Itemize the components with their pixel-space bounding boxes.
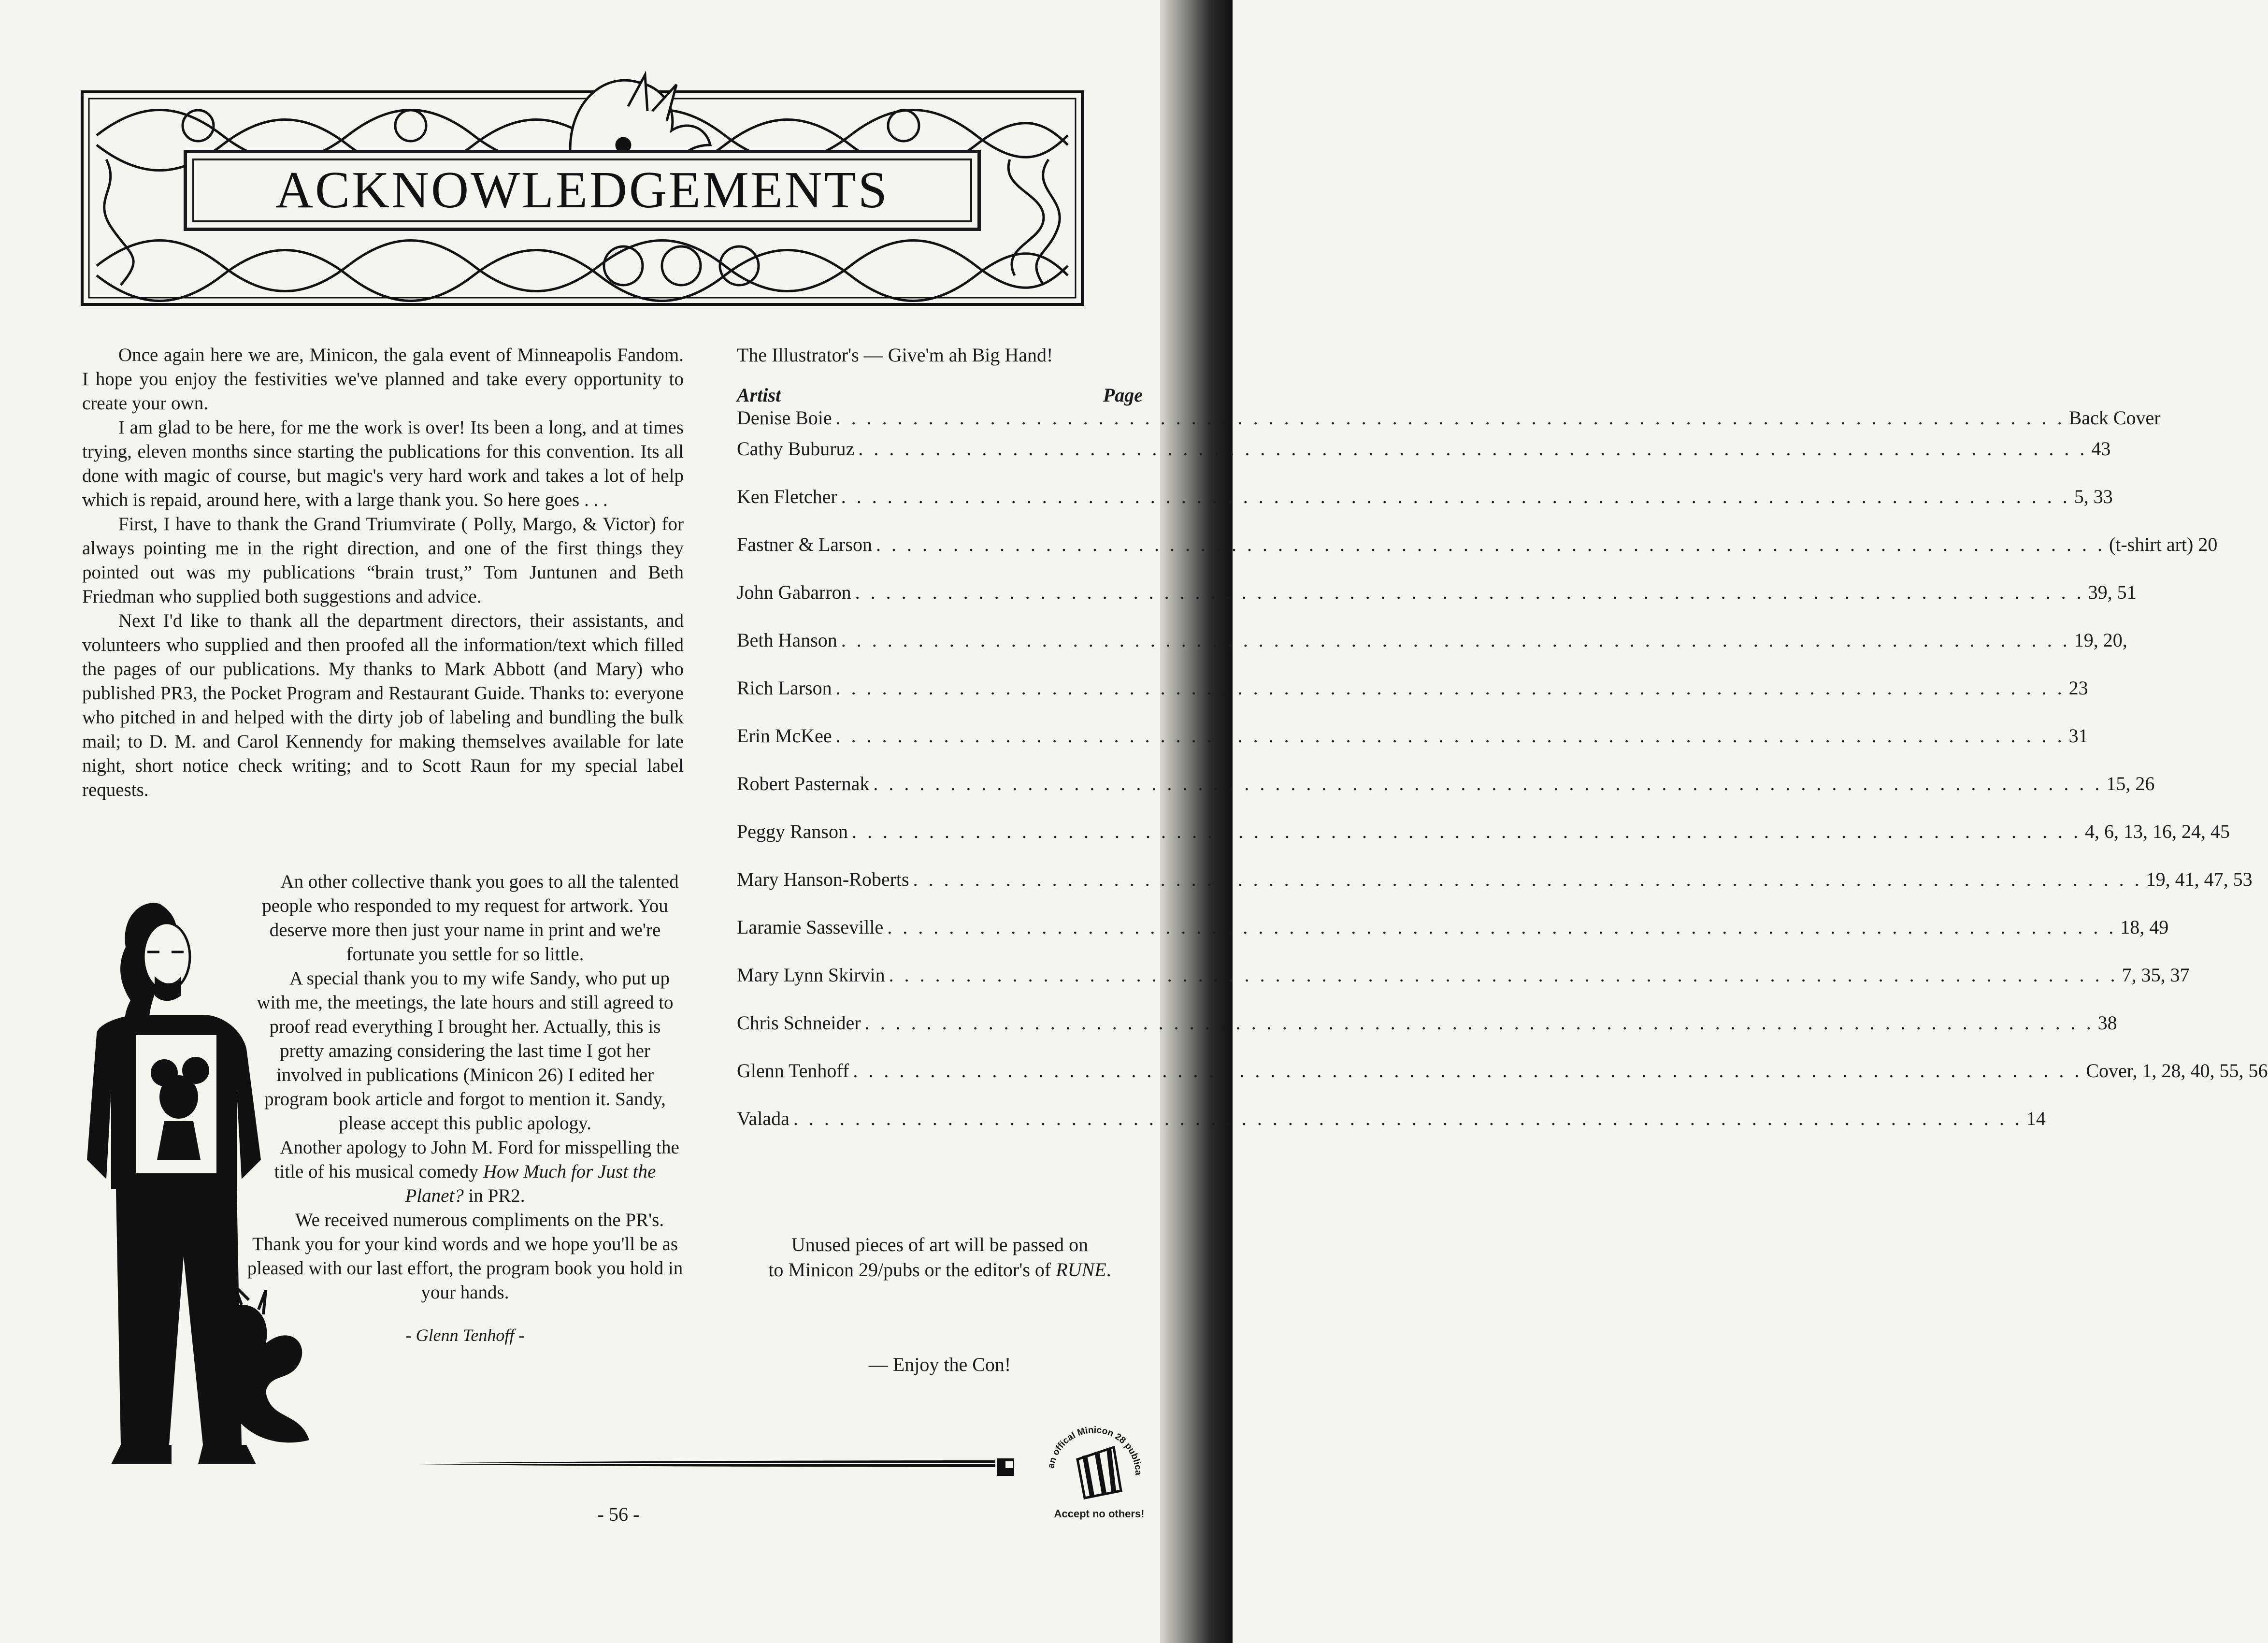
leader-dots: . . . . . . . . . . . . . . . . . . . . . . . . . . . . . . . . . . . . . . . . . . . . . . . . . . . . . . . . . . . . . . . . . . . . . . . . . . . . . . . . — [841, 629, 2070, 651]
leader-dots: . . . . . . . . . . . . . . . . . . . . . . . . . . . . . . . . . . . . . . . . . . . . . . . . . . . . . . . . . . . . . . . . . . . . . . . . . . . . . . . . — [852, 821, 2081, 842]
artist-row — [737, 533, 2218, 581]
artist-pages: Back Cover — [2068, 407, 2161, 429]
leader-dots: . . . . . . . . . . . . . . . . . . . . . . . . . . . . . . . . . . . . . . . . . . . . . . . . . . . . . . . . . . . . . . . . . . . . . . . . . . . . . . . . — [835, 725, 2065, 747]
artist-name: Robert Pasternak — [737, 773, 870, 794]
leader-dots: . . . . . . . . . . . . . . . . . . . . . . . . . . . . . . . . . . . . . . . . . . . . . . . . . . . . . . . . . . . . . . . . . . . . . . . . . . . . . . . . — [793, 1108, 2023, 1129]
artist-row — [737, 437, 2111, 485]
footer-rule — [387, 1459, 995, 1468]
artist-row — [737, 1107, 2046, 1155]
illustrators-column-headers — [737, 384, 1143, 406]
letter-paragraph: We received numerous compliments on the PR's. Thank you for your kind words and we hope you'll be as pleased with our last effort, the program book you hold in your hands. — [247, 1210, 683, 1303]
apology-prefix: Another apology to John M. Ford for misspelling the title of his musical comedy — [274, 1137, 679, 1182]
artist-row — [737, 820, 2230, 868]
artist-row — [737, 629, 2127, 677]
artist-name: Mary Hanson-Roberts — [737, 868, 909, 890]
man-with-dragon-icon — [68, 889, 319, 1508]
official-publication-seal — [1039, 1401, 1150, 1513]
artist-name: Glenn Tenhoff — [737, 1060, 849, 1081]
artist-name: Beth Hanson — [737, 629, 837, 651]
artist-row — [737, 964, 2190, 1011]
closing-line: — Enjoy the Con! — [868, 1354, 1011, 1375]
illustrators-panel — [737, 343, 2268, 1155]
letter-paragraph: A special thank you to my wife Sandy, who put up with me, the meetings, the late hours and still agreed to proof read everything I brought her. Actually, this is pretty amazing considering the last time I got her involved in publications (Minicon 26) I edited her program book article and forgot to mention it. Sandy, please accept this public apology. — [257, 968, 674, 1134]
artist-pages: Cover, 1, 28, 40, 55, 56 — [2086, 1060, 2268, 1081]
illustrators-heading: The Illustrator's — Give'm ah Big Hand! — [737, 344, 1053, 366]
artist-row — [737, 868, 2253, 916]
artist-pages: 31 — [2068, 725, 2088, 747]
artist-pages: 43 — [2091, 438, 2111, 460]
letter-upper — [82, 343, 684, 802]
note-line-2 — [737, 1257, 1143, 1283]
artist-pages: 19, 20, — [2074, 629, 2127, 651]
artist-pages: 23 — [2068, 677, 2088, 699]
artist-pages: 7, 35, 37 — [2122, 964, 2190, 986]
artist-pages: 4, 6, 13, 16, 24, 45 — [2085, 821, 2230, 842]
artist-row — [737, 1059, 2268, 1107]
artist-pages: 14 — [2026, 1108, 2046, 1129]
artist-name: Cathy Buburuz — [737, 438, 855, 460]
seal-text: an offical Minicon 28 publica — [1046, 1425, 1144, 1476]
seal-tagline: Accept no others! — [1054, 1508, 1145, 1520]
note-prefix: to Minicon 29/pubs or the editor's of — [768, 1259, 1056, 1281]
artist-name: Valada — [737, 1108, 789, 1129]
leader-dots: . . . . . . . . . . . . . . . . . . . . . . . . . . . . . . . . . . . . . . . . . . . . . . . . . . . . . . . . . . . . . . . . . . . . . . . . . . . . . . . . — [887, 916, 2117, 938]
page-title: ACKNOWLEDGEMENTS — [275, 161, 889, 219]
leader-dots: . . . . . . . . . . . . . . . . . . . . . . . . . . . . . . . . . . . . . . . . . . . . . . . . . . . . . . . . . . . . . . . . . . . . . . . . . . . . . . . . — [858, 438, 2088, 460]
page-number: - 56 - — [597, 1503, 640, 1525]
leader-dots: . . . . . . . . . . . . . . . . . . . . . . . . . . . . . . . . . . . . . . . . . . . . . . . . . . . . . . . . . . . . . . . . . . . . . . . . . . . . . . . . — [889, 964, 2118, 986]
page-column-header: Page — [1103, 384, 1143, 406]
letter-paragraph: I am glad to be here, for me the work is over! Its been a long, and at times trying, eleven months since starting the publications for this convention. Its all done with magic of course, but magic's very hard work and takes a lot of help which is repaid, around here, with a large thank you. So here goes . . . — [82, 417, 684, 510]
checker-square-icon — [997, 1458, 1014, 1476]
signature: - Glenn Tenhoff - — [405, 1326, 525, 1345]
letter-paragraph: An other collective thank you goes to all the talented people who responded to my request for artwork. You deserve more then just your name in print and we're fortunate you settle for so little. — [262, 871, 679, 965]
artist-name: Peggy Ranson — [737, 821, 848, 842]
ribbon-cone-icon — [1077, 1447, 1121, 1498]
apology-suffix: in PR2. — [463, 1185, 525, 1206]
celtic-knot-banner — [82, 72, 1082, 304]
artist-row — [737, 724, 2088, 772]
artist-pages: 39, 51 — [2088, 581, 2137, 603]
artist-name: Denise Boie — [737, 407, 832, 429]
rune-title: RUNE — [1056, 1259, 1106, 1281]
leader-dots: . . . . . . . . . . . . . . . . . . . . . . . . . . . . . . . . . . . . . . . . . . . . . . . . . . . . . . . . . . . . . . . . . . . . . . . . . . . . . . . . — [864, 1012, 2094, 1034]
artist-name: Rich Larson — [737, 677, 832, 699]
artist-name: Ken Fletcher — [737, 486, 837, 507]
letter-paragraph: First, I have to thank the Grand Triumvirate ( Polly, Margo, & Victor) for always pointing me in the right direction, and one of the first things they pointed out was my publications “brain trust,” Tom Juntunen and Beth Friedman who supplied both suggestions and advice. — [82, 514, 684, 607]
artist-row — [737, 406, 2161, 437]
artist-pages: 19, 41, 47, 53 — [2146, 868, 2253, 890]
artist-row — [737, 772, 2155, 820]
artist-name: Mary Lynn Skirvin — [737, 964, 885, 986]
leader-dots: . . . . . . . . . . . . . . . . . . . . . . . . . . . . . . . . . . . . . . . . . . . . . . . . . . . . . . . . . . . . . . . . . . . . . . . . . . . . . . . . — [853, 1060, 2082, 1081]
editor-illustration — [68, 889, 319, 1508]
artist-name: Chris Schneider — [737, 1012, 861, 1034]
artist-pages: 15, 26 — [2106, 773, 2155, 794]
leader-dots: . . . . . . . . . . . . . . . . . . . . . . . . . . . . . . . . . . . . . . . . . . . . . . . . . . . . . . . . . . . . . . . . . . . . . . . . . . . . . . . . — [913, 868, 2142, 890]
artist-row — [737, 916, 2169, 964]
leader-dots: . . . . . . . . . . . . . . . . . . . . . . . . . . . . . . . . . . . . . . . . . . . . . . . . . . . . . . . . . . . . . . . . . . . . . . . . . . . . . . . . — [835, 407, 2065, 429]
note-line-1: Unused pieces of art will be passed on — [791, 1234, 1089, 1255]
artist-pages: 18, 49 — [2120, 916, 2169, 938]
unused-art-note — [737, 1232, 1143, 1283]
leader-dots: . . . . . . . . . . . . . . . . . . . . . . . . . . . . . . . . . . . . . . . . . . . . . . . . . . . . . . . . . . . . . . . . . . . . . . . . . . . . . . . . — [873, 773, 2103, 794]
letter-paragraph: Once again here we are, Minicon, the gala event of Minneapolis Fandom. I hope you enjoy the festivities we've planned and take every opportunity to create your own. — [82, 345, 684, 414]
artist-row — [737, 677, 2088, 724]
apology-title: How Much for Just the Planet? — [405, 1161, 656, 1206]
artist-row — [737, 1011, 2117, 1059]
artist-name: John Gabarron — [737, 581, 851, 603]
artist-pages: 5, 33 — [2074, 486, 2113, 507]
leader-dots: . . . . . . . . . . . . . . . . . . . . . . . . . . . . . . . . . . . . . . . . . . . . . . . . . . . . . . . . . . . . . . . . . . . . . . . . . . . . . . . . — [876, 533, 2105, 555]
artist-name: Fastner & Larson — [737, 533, 872, 555]
artist-column-header: Artist — [737, 384, 781, 406]
leader-dots: . . . . . . . . . . . . . . . . . . . . . . . . . . . . . . . . . . . . . . . . . . . . . . . . . . . . . . . . . . . . . . . . . . . . . . . . . . . . . . . . — [835, 677, 2065, 699]
artist-row — [737, 485, 2113, 533]
leader-dots: . . . . . . . . . . . . . . . . . . . . . . . . . . . . . . . . . . . . . . . . . . . . . . . . . . . . . . . . . . . . . . . . . . . . . . . . . . . . . . . . — [841, 486, 2070, 507]
artist-pages: (t-shirt art) 20 — [2109, 533, 2218, 555]
artist-name: Erin McKee — [737, 725, 832, 747]
letter-paragraph: Next I'd like to thank all the department directors, their assistants, and volunteers who supplied and then proofed all the information/text which filled the pages of our publications. My thanks to Mark Abbott (and Mary) who published PR3, the Pocket Program and Restaurant Guide. Thanks to: everyone who pitched in and helped with the dirty job of labeling and bundling the bulk mail; to D. M. and Carol Kennendy for making themselves available for late night, short notice check writing; and to Scott Raun for my special label requests. — [82, 610, 684, 800]
artist-name: Laramie Sasseville — [737, 916, 884, 938]
artist-list — [737, 406, 2268, 1155]
leader-dots: . . . . . . . . . . . . . . . . . . . . . . . . . . . . . . . . . . . . . . . . . . . . . . . . . . . . . . . . . . . . . . . . . . . . . . . . . . . . . . . . — [855, 581, 2084, 603]
artist-pages: 38 — [2097, 1012, 2117, 1034]
note-suffix: . — [1106, 1259, 1111, 1281]
title-plate — [184, 150, 981, 231]
artist-row — [737, 581, 2137, 629]
